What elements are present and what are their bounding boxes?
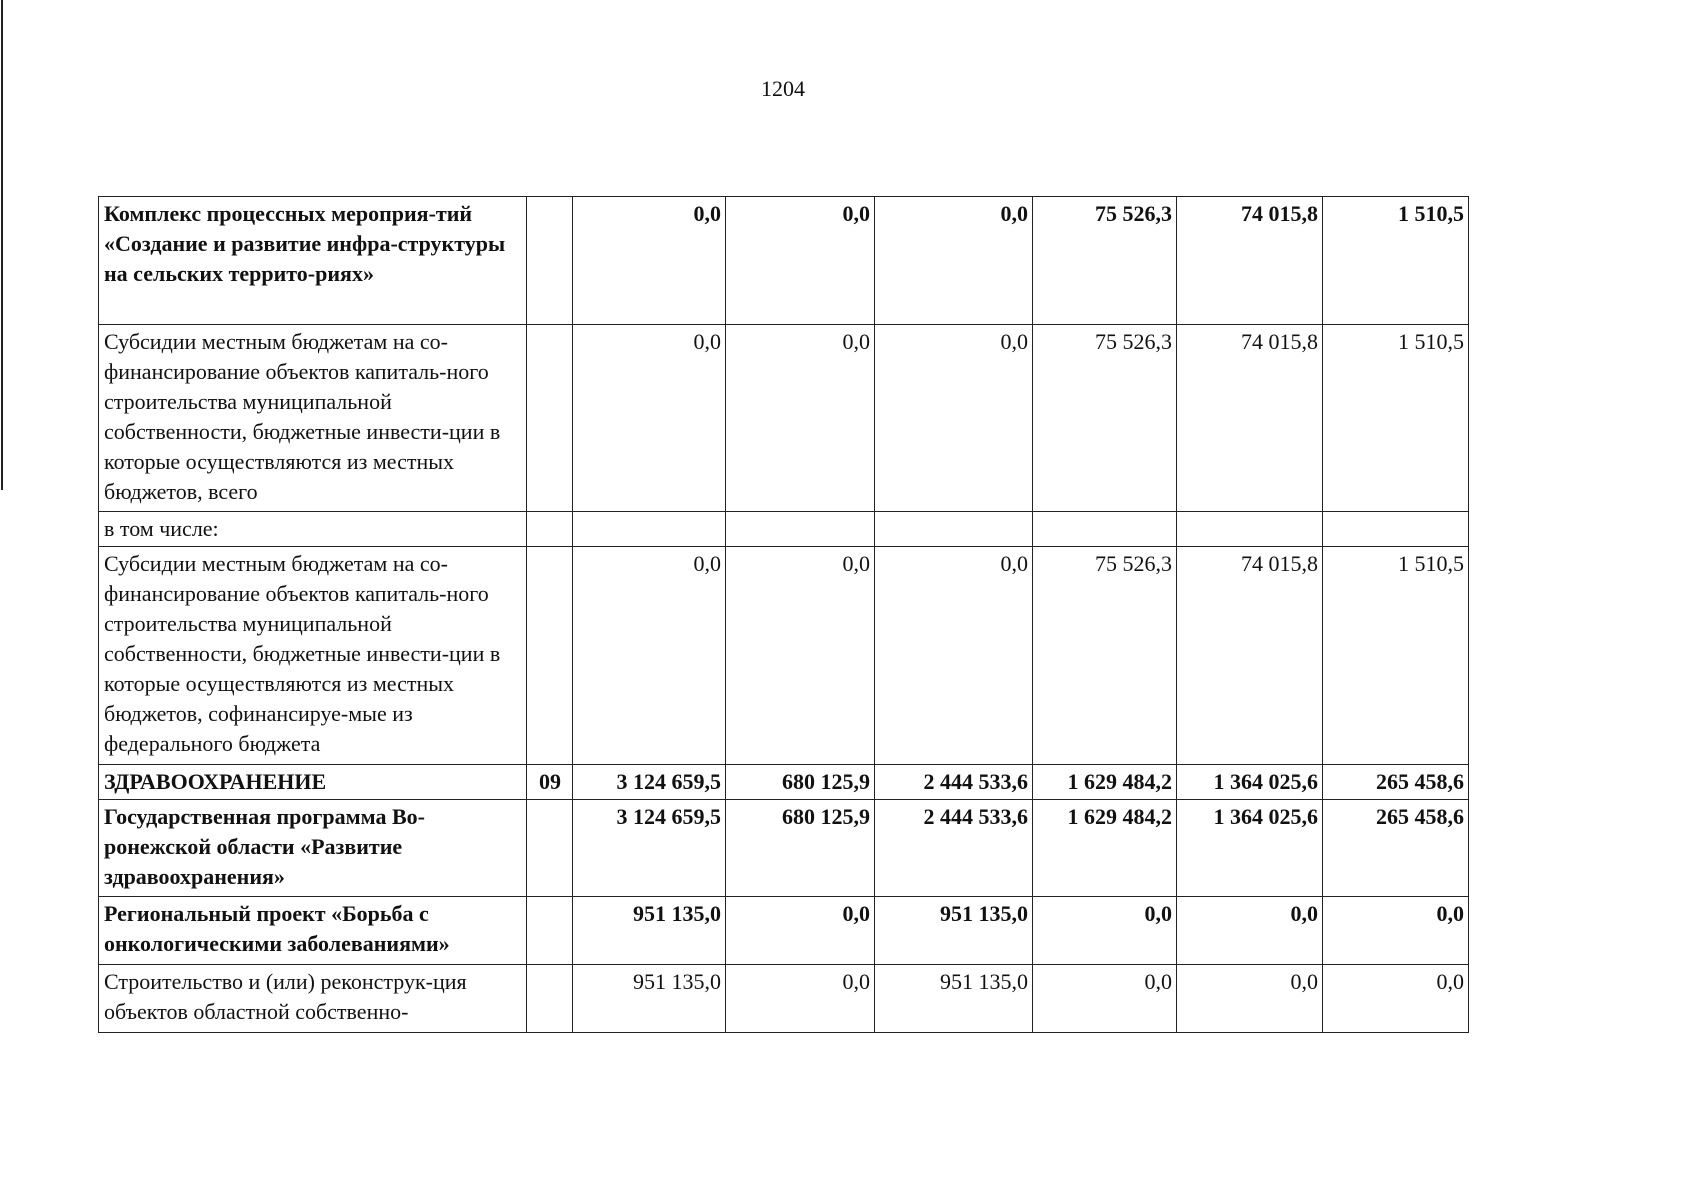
value-cell: 0,0 <box>1323 897 1469 965</box>
value-cell: 2 444 533,6 <box>875 800 1033 897</box>
row-name-cell: в том числе: <box>99 512 527 547</box>
value-cell: 1 364 025,6 <box>1177 765 1323 800</box>
value-cell: 3 124 659,5 <box>573 765 726 800</box>
page-edge-line <box>1 0 3 490</box>
value-cell: 0,0 <box>726 897 875 965</box>
value-cell: 0,0 <box>875 197 1033 325</box>
table-row-infrastructure-complex <box>99 197 1469 325</box>
value-cell: 0,0 <box>573 197 726 325</box>
value-cell: 1 629 484,2 <box>1033 800 1177 897</box>
row-code-cell <box>527 197 573 325</box>
value-cell: 951 135,0 <box>573 965 726 1033</box>
value-cell: 75 526,3 <box>1033 325 1177 512</box>
value-cell <box>1033 512 1177 547</box>
row-name-cell: Государственная программа Во-ронежской области «Развитие здравоохранения» <box>99 800 527 897</box>
row-code-cell <box>527 325 573 512</box>
value-cell: 680 125,9 <box>726 765 875 800</box>
row-code-cell <box>527 965 573 1033</box>
value-cell: 74 015,8 <box>1177 197 1323 325</box>
value-cell: 74 015,8 <box>1177 325 1323 512</box>
value-cell: 951 135,0 <box>573 897 726 965</box>
value-cell: 680 125,9 <box>726 800 875 897</box>
value-cell: 0,0 <box>875 325 1033 512</box>
row-name-cell: Региональный проект «Борьба с онкологическими заболеваниями» <box>99 897 527 965</box>
table-row-regional-project <box>99 897 1469 965</box>
value-cell: 0,0 <box>875 547 1033 765</box>
value-cell: 265 458,6 <box>1323 800 1469 897</box>
value-cell: 2 444 533,6 <box>875 765 1033 800</box>
row-name-cell: Субсидии местным бюджетам на со-финансирование объектов капиталь-ного строительства муниципальной собственности, бюджетные инвести-ции в которые осуществляются из местных бюджетов, всего <box>99 325 527 512</box>
row-code-cell <box>527 897 573 965</box>
table-row-including <box>99 512 1469 547</box>
value-cell: 0,0 <box>573 325 726 512</box>
value-cell: 0,0 <box>1177 965 1323 1033</box>
value-cell: 75 526,3 <box>1033 197 1177 325</box>
table-row-subsidies-total <box>99 325 1469 512</box>
value-cell <box>875 512 1033 547</box>
row-code-cell <box>527 547 573 765</box>
table-row-construction <box>99 965 1469 1033</box>
value-cell: 0,0 <box>726 197 875 325</box>
value-cell: 951 135,0 <box>875 965 1033 1033</box>
row-code-cell <box>527 512 573 547</box>
value-cell <box>1323 512 1469 547</box>
value-cell: 265 458,6 <box>1323 765 1469 800</box>
value-cell <box>573 512 726 547</box>
value-cell <box>1177 512 1323 547</box>
value-cell: 74 015,8 <box>1177 547 1323 765</box>
row-code-cell: 09 <box>527 765 573 800</box>
value-cell: 1 510,5 <box>1323 325 1469 512</box>
value-cell: 0,0 <box>726 547 875 765</box>
value-cell: 951 135,0 <box>875 897 1033 965</box>
value-cell: 0,0 <box>1177 897 1323 965</box>
value-cell: 3 124 659,5 <box>573 800 726 897</box>
value-cell: 1 510,5 <box>1323 547 1469 765</box>
value-cell: 0,0 <box>1033 965 1177 1033</box>
value-cell <box>726 512 875 547</box>
value-cell: 0,0 <box>1323 965 1469 1033</box>
page-number: 1204 <box>761 76 805 101</box>
row-name-cell: ЗДРАВООХРАНЕНИЕ <box>99 765 527 800</box>
value-cell: 1 510,5 <box>1323 197 1469 325</box>
row-name-cell: Комплекс процессных мероприя-тий «Создание и развитие инфра-структуры на сельских террито-риях» <box>99 197 527 325</box>
value-cell: 0,0 <box>1033 897 1177 965</box>
budget-table <box>98 196 1469 1033</box>
table-row-state-program <box>99 800 1469 897</box>
row-name-cell: Строительство и (или) реконструк-ция объектов областной собственно- <box>99 965 527 1033</box>
value-cell: 0,0 <box>726 325 875 512</box>
row-code-cell <box>527 800 573 897</box>
value-cell: 0,0 <box>573 547 726 765</box>
value-cell: 0,0 <box>726 965 875 1033</box>
value-cell: 75 526,3 <box>1033 547 1177 765</box>
row-name-cell: Субсидии местным бюджетам на со-финансирование объектов капиталь-ного строительства муниципальной собственности, бюджетные инвести-ции в которые осуществляются из местных бюджетов, софинансируе-мые из федерального бюджета <box>99 547 527 765</box>
table-row-healthcare <box>99 765 1469 800</box>
table-row-subsidies-federal <box>99 547 1469 765</box>
value-cell: 1 629 484,2 <box>1033 765 1177 800</box>
value-cell: 1 364 025,6 <box>1177 800 1323 897</box>
